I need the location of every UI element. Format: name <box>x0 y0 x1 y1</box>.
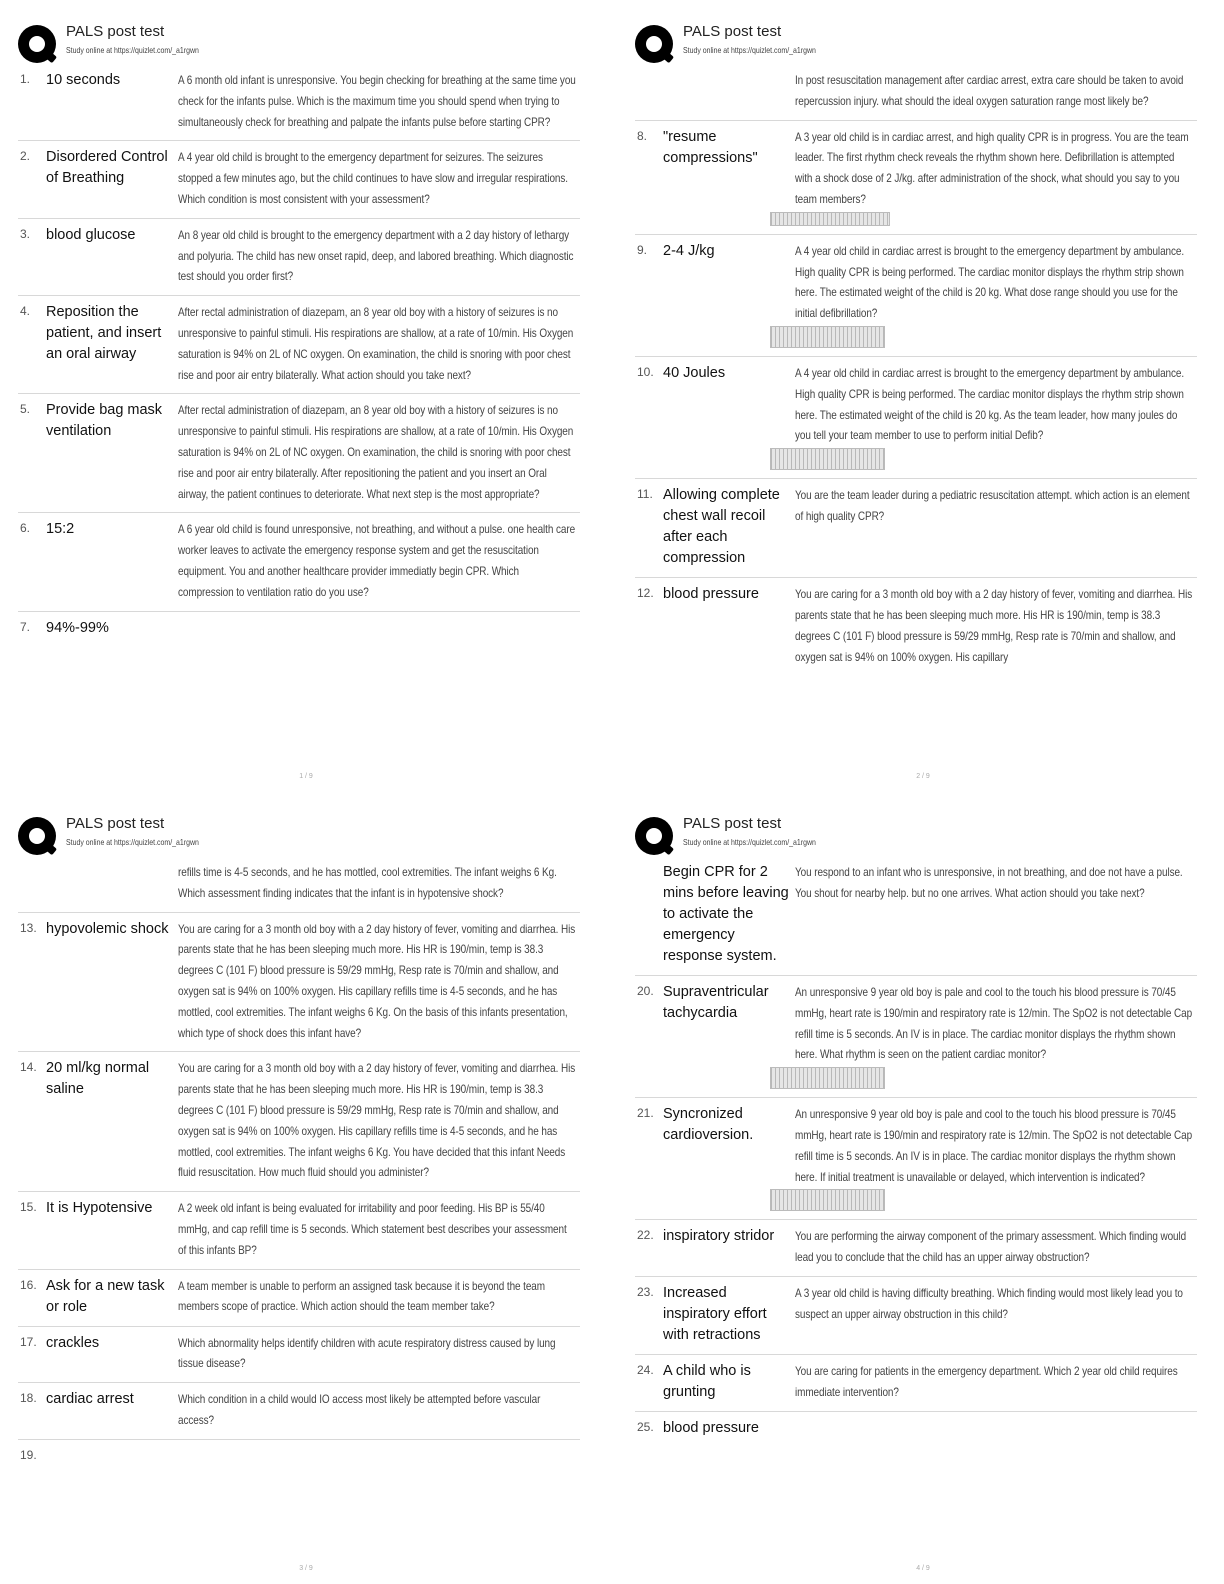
quizlet-logo-icon <box>18 25 56 63</box>
card-question: Which condition in a child would IO access most likely be attempted before vascular access? <box>178 1392 541 1427</box>
card-number: 9. <box>637 242 648 257</box>
card-question: An unresponsive 9 year old boy is pale and cool to the touch his blood pressure is 70/45 mmHg, heart rate is 190/min and respiratory rate is 12/min. The SpO2 is not detectable Cap refill time is 5 seconds. An IV is in place. The cardiac monitor displays the rhythm shown here. What rhythm is seen on the patient cardiac monitor? <box>795 985 1193 1062</box>
card-question: After rectal administration of diazepam, an 8 year old boy with a history of seizures is no unresponsive to painful stimuli. His respirations are shallow, at a rate of 10/min. His Oxygen saturation is 94% on 2L of NC oxygen. On examination, the child is snoring with poor chest rise and poor air entry bilaterally. After repositioning the patient and you insert an Oral airway, the patient continues to deteriorate. What next step is the most appropriate? <box>178 403 574 501</box>
card-answer: 20 ml/kg normal saline <box>46 1060 150 1098</box>
card-question: You are the team leader during a pediatric resuscitation attempt. which action is an element of high quality CPR? <box>795 488 1190 523</box>
card-question: You are caring for a 3 month old boy with a 2 day history of fever, vomiting and diarrhea. His parents state that he has been sleeping much more. His HR is 190/min, temp is 38.3 degrees C (101 F) blood pressure is 59/29 mmHg, Resp rate is 70/min and shallow, and oxygen sat is 94% on 100% oxygen. His capillary refills time is 4-5 seconds, and he has mottled, cool extremities. The infant weighs 6 Kg. On the basis of this infants presentation, which type of shock does this infant have? <box>178 921 576 1040</box>
flashcard <box>18 1440 580 1470</box>
page-header <box>18 812 588 854</box>
card-number: 6. <box>20 521 31 536</box>
card-number: 16. <box>20 1277 37 1292</box>
card-number: 2. <box>20 149 31 164</box>
rhythm-strip-wrap <box>635 1065 1197 1089</box>
card-answer: inspiratory stridor <box>663 1228 775 1245</box>
card-answer: Provide bag mask ventilation <box>46 402 163 440</box>
card-number: 14. <box>20 1060 37 1075</box>
card-question: A team member is unable to perform an assigned task because it is beyond the team members scope of practice. Which action should the team member take? <box>178 1278 545 1314</box>
card-answer: 94%-99% <box>46 619 109 636</box>
flashcard <box>18 1192 580 1269</box>
card-answer: blood pressure <box>663 586 759 603</box>
card-question: A 4 year old child in cardiac arrest is brought to the emergency department by ambulance. High quality CPR is being performed. The cardiac monitor displays the rhythm strip shown here. The estimated weight of the child is 20 kg. What dose range should you use for the initial defibrillation? <box>795 243 1185 321</box>
flashcard <box>635 578 1197 675</box>
page-header <box>18 20 588 62</box>
card-question: In post resuscitation management after cardiac arrest, extra care should be taken to avoid repercussion injury. what should the ideal oxygen saturation range most likely be? <box>795 73 1184 108</box>
card-answer: 15:2 <box>46 521 75 538</box>
card-answer: blood glucose <box>46 226 136 243</box>
card-question: You are caring for patients in the emergency department. Which 2 year old child requires immediate intervention? <box>795 1363 1178 1399</box>
card-answer: 10 seconds <box>46 72 121 88</box>
rhythm-strip-wrap <box>635 324 1197 348</box>
flashcard <box>18 1270 580 1327</box>
card-list <box>635 856 1197 1447</box>
card-question: An 8 year old child is brought to the emergency department with a 2 day history of lethargy and polyuria. The child has new onset rapid, deep, and labored breathing. Which diagnostic test should you order first? <box>178 227 574 284</box>
card-number: 4. <box>20 304 31 319</box>
card-question: A 4 year old child is brought to the emergency department for seizures. The seizures stopped a few minutes ago, but the child continues to have slow and irregular respirations. Which condition is most consistent with your assessment? <box>178 150 568 206</box>
rhythm-strip-image <box>770 1067 885 1089</box>
card-answer <box>46 1446 178 1462</box>
card-answer: Ask for a new task or role <box>46 1277 165 1315</box>
document-page-4 <box>617 792 1224 1584</box>
card-number: 21. <box>637 1106 654 1121</box>
card-question: A 4 year old child in cardiac arrest is brought to the emergency department by ambulance. High quality CPR is being performed. The cardiac monitor displays the rhythm strip shown here. The estimated weight of the child is 20 kg. As the team leader, how many joules do you tell your team member to use to perform initial Defib? <box>795 365 1185 443</box>
flashcard <box>18 296 580 394</box>
page-header <box>635 20 1205 62</box>
flashcard <box>18 64 580 141</box>
card-number: 23. <box>637 1284 654 1299</box>
flashcard <box>635 1355 1197 1412</box>
flashcard <box>18 612 580 647</box>
rhythm-strip-image <box>770 212 890 226</box>
page-subtitle: Study online at https://quizlet.com/_a1rgwn <box>683 45 816 55</box>
page-number: 1 / 9 <box>299 773 313 780</box>
card-question <box>178 1446 576 1462</box>
flashcard <box>18 141 580 218</box>
flashcard <box>635 357 1197 479</box>
page-subtitle: Study online at https://quizlet.com/_a1rgwn <box>66 837 199 847</box>
card-list <box>18 64 580 647</box>
flashcard <box>635 479 1197 578</box>
card-list <box>635 64 1197 675</box>
card-answer: Begin CPR for 2 mins before leaving to activate the emergency response system. <box>663 864 789 964</box>
document-page-3 <box>0 792 612 1584</box>
flashcard <box>635 1098 1197 1220</box>
rhythm-strip-wrap <box>635 446 1197 470</box>
card-number <box>635 862 663 967</box>
flashcard <box>635 976 1197 1098</box>
card-number: 19. <box>20 1447 37 1462</box>
document-page-1 <box>0 0 612 792</box>
card-question: A 6 month old infant is unresponsive. You begin checking for breathing at the same time you check for the infants pulse. Which is the maximum time you should spend when trying to simultaneously check for breathing and palpate the infants pulse before starting CPR? <box>178 73 576 129</box>
flashcard <box>18 513 580 611</box>
card-question: Which abnormality helps identify children with acute respiratory distress caused by lung tissue disease? <box>178 1335 556 1371</box>
card-answer: Allowing complete chest wall recoil after each compression <box>663 487 780 567</box>
page-title: PALS post test <box>66 23 165 40</box>
card-number: 3. <box>20 226 31 241</box>
card-number: 5. <box>20 402 31 417</box>
page-number: 2 / 9 <box>916 773 930 780</box>
flashcard <box>635 1220 1197 1277</box>
card-number: 11. <box>637 487 653 502</box>
card-answer: 40 Joules <box>663 364 726 381</box>
flashcard-continuation <box>635 856 1197 976</box>
card-answer: Reposition the patient, and insert an oral airway <box>46 304 162 363</box>
card-answer: "resume compressions" <box>663 128 758 166</box>
card-question: A 3 year old child is in cardiac arrest, and high quality CPR is in progress. You are the team leader. The first rhythm check reveals the rhythm shown here. Defibrillation is attempted with a shock dose of 2 J/kg. after administration of the shock, what should you say to you team members? <box>795 129 1189 206</box>
card-answer: hypovolemic shock <box>46 920 169 937</box>
page-subtitle: Study online at https://quizlet.com/_a1rgwn <box>66 45 199 55</box>
rhythm-strip-image <box>770 448 885 470</box>
card-number: 7. <box>20 619 31 634</box>
card-number: 15. <box>20 1200 37 1215</box>
page-header <box>635 812 1205 854</box>
card-number: 8. <box>637 128 648 143</box>
flashcard <box>18 394 580 513</box>
card-number: 17. <box>20 1334 37 1349</box>
card-question: A 3 year old child is having difficulty breathing. Which finding would most likely lead you to suspect an upper airway obstruction in this child? <box>795 1285 1183 1321</box>
card-question: After rectal administration of diazepam, an 8 year old boy with a history of seizures is no unresponsive to painful stimuli. His respirations are shallow, at a rate of 10/min. His Oxygen saturation is 94% on 2L of NC oxygen. On examination, the child is snoring with poor chest rise and poor air entry bilaterally. What action should you take next? <box>178 305 574 382</box>
flashcard-continuation <box>18 856 580 913</box>
page-title: PALS post test <box>683 815 782 832</box>
flashcard <box>18 1383 580 1440</box>
card-answer: 2-4 J/kg <box>663 242 715 259</box>
card-question: You are performing the airway component of the primary assessment. Which finding would lead you to conclude that the child has an upper airway obstruction? <box>795 1229 1187 1265</box>
card-number: 10. <box>637 364 654 379</box>
card-question: refills time is 4-5 seconds, and he has mottled, cool extremities. The infant weighs 6 Kg. Which assessment finding indicates that the infant is in hypotensive shock? <box>178 865 557 900</box>
flashcard <box>635 1277 1197 1355</box>
card-question <box>795 1418 1193 1439</box>
rhythm-strip-wrap <box>635 1187 1197 1211</box>
card-question: You are caring for a 3 month old boy with a 2 day history of fever, vomiting and diarrhea. His parents state that he has been sleeping much more. His HR is 190/min, temp is 38.3 degrees C (101 F) blood pressure is 59/29 mmHg, Resp rate is 70/min and shallow, and oxygen sat is 94% on 100% oxygen. His capillary <box>795 587 1193 664</box>
card-question: An unresponsive 9 year old boy is pale and cool to the touch his blood pressure is 70/45 mmHg, heart rate is 190/min and respiratory rate is 12/min. The SpO2 is not detectable Cap refill time is 5 seconds. An IV is in place. The cardiac monitor displays the rhythm shown here. If initial treatment is unavailable or delayed, which intervention is indicated? <box>795 1107 1193 1184</box>
flashcard <box>635 235 1197 357</box>
card-question <box>178 618 576 639</box>
flashcard <box>18 1327 580 1384</box>
page-title: PALS post test <box>66 815 165 832</box>
card-number: 13. <box>20 920 37 935</box>
card-answer: blood pressure <box>663 1419 759 1436</box>
card-answer: A child who is grunting <box>663 1362 751 1400</box>
flashcard <box>635 1412 1197 1447</box>
card-number: 20. <box>637 984 654 998</box>
document-page-2 <box>617 0 1224 792</box>
flashcard-continuation <box>635 64 1197 121</box>
page-subtitle: Study online at https://quizlet.com/_a1rgwn <box>683 837 816 847</box>
card-answer: Increased inspiratory effort with retractions <box>663 1284 767 1343</box>
card-question: You respond to an infant who is unresponsive, in not breathing, and doe not have a pulse. You shout for nearby help. but no one arrives. What action should you take next? <box>795 865 1183 900</box>
quizlet-logo-icon <box>18 817 56 855</box>
page-title: PALS post test <box>683 23 782 40</box>
quizlet-logo-icon <box>635 817 673 855</box>
card-number: 18. <box>20 1391 37 1406</box>
flashcard <box>18 913 580 1053</box>
card-number: 25. <box>637 1419 654 1434</box>
card-number: 24. <box>637 1362 654 1377</box>
page-number: 4 / 9 <box>916 1565 930 1572</box>
quizlet-logo-icon <box>635 25 673 63</box>
card-question: A 2 week old infant is being evaluated for irritability and poor feeding. His BP is 55/40 mmHg, and cap refill time is 5 seconds. Which statement best describes your assessment of this infants BP? <box>178 1201 567 1257</box>
card-answer: It is Hypotensive <box>46 1200 153 1217</box>
flashcard <box>18 219 580 296</box>
card-answer: Disordered Control of Breathing <box>46 149 168 187</box>
card-question: You are caring for a 3 month old boy with a 2 day history of fever, vomiting and diarrhea. His parents state that he has been sleeping much more. His HR is 190/min, temp is 38.3 degrees C (101 F) blood pressure is 59/29 mmHg, Resp rate is 70/min and shallow, and oxygen sat is 94% on 100% oxygen. His capillary refills time is 4-5 seconds, and he has mottled, cool extremities. The infant weighs 6 Kg. You have decided that this infant Needs fluid resuscitation. How much fluid should you administer? <box>178 1061 576 1180</box>
card-question: A 6 year old child is found unresponsive, not breathing, and without a pulse. one health care worker leaves to activate the emergency response system and get the resuscitation equipment. You and another healthcare provider immediatly begin CPR. Which compression to ventilation ratio do you use? <box>178 522 576 599</box>
rhythm-strip-image <box>770 1189 885 1211</box>
rhythm-strip-image <box>770 326 885 348</box>
card-number: 1. <box>20 72 31 86</box>
card-answer: cardiac arrest <box>46 1391 134 1408</box>
page-number: 3 / 9 <box>299 1565 313 1572</box>
card-list <box>18 856 580 1470</box>
card-answer: crackles <box>46 1334 100 1351</box>
flashcard <box>635 121 1197 235</box>
flashcard <box>18 1052 580 1192</box>
card-number: 22. <box>637 1228 654 1243</box>
card-number: 12. <box>637 586 654 601</box>
rhythm-strip-wrap <box>635 210 1197 226</box>
card-answer: Supraventricular tachycardia <box>663 984 769 1021</box>
card-answer: Syncronized cardioversion. <box>663 1106 754 1144</box>
